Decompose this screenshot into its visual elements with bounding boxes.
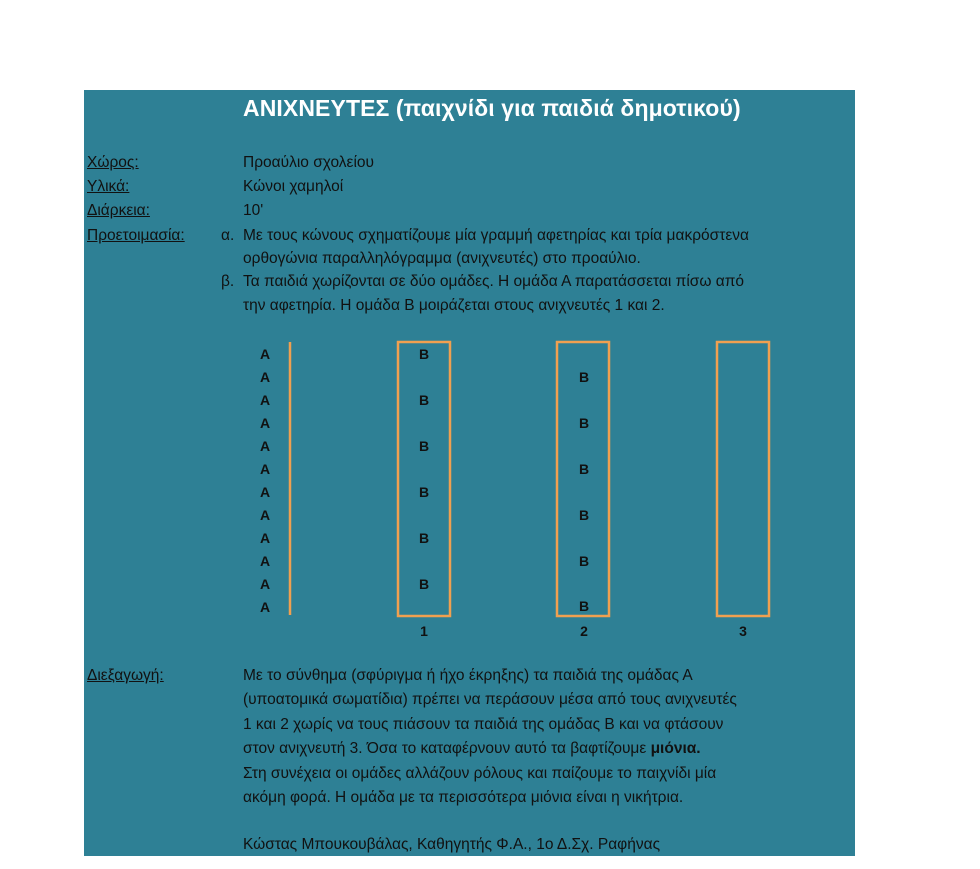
team-b-player: Β [578, 369, 590, 385]
conduct-line5: Στη συνέχεια οι ομάδες αλλάζουν ρόλους και παίζουμε το παιχνίδι μία [243, 765, 717, 782]
team-a-player: Α [259, 346, 271, 362]
team-a-player: Α [259, 369, 271, 385]
team-a-player: Α [259, 415, 271, 431]
prep-a-line1: Με τους κώνους σχηματίζουμε μία γραμμή αφετηρίας και τρία μακρόστενα [243, 227, 749, 244]
materials-label: Υλικά: [87, 178, 130, 195]
prep-b-line1: Τα παιδιά χωρίζονται σε δύο ομάδες. Η ομάδα Α παρατάσσεται πίσω από [243, 273, 745, 290]
team-b-player: Β [418, 576, 430, 592]
materials-value: Κώνοι χαμηλοί [243, 178, 344, 195]
detector-1-label: 1 [420, 623, 428, 639]
detector-3 [717, 342, 769, 616]
team-a-player: Α [259, 576, 271, 592]
team-a-player: Α [259, 484, 271, 500]
conduct-line4 [243, 740, 701, 758]
conduct-line2: (υποατομικά σωματίδια) πρέπει να περάσουν μέσα από τους ανιχνευτές [243, 691, 737, 708]
prep-a-line2: ορθογώνια παραλληλόγραμμα (ανιχνευτές) στο προαύλιο. [243, 250, 641, 267]
duration-value: 10' [243, 202, 264, 219]
team-b-player: Β [418, 530, 430, 546]
team-b-player: Β [418, 392, 430, 408]
detector-3-label: 3 [739, 623, 747, 639]
team-b-player: Β [418, 346, 430, 362]
duration-label: Διάρκεια: [87, 202, 150, 219]
conduct-line1: Με το σύνθημα (σφύριγμα ή ήχο έκρηξης) τα παιδιά της ομάδας Α [243, 667, 693, 684]
team-a-player: Α [259, 553, 271, 569]
prep-b-marker: β. [221, 273, 235, 290]
team-a-player: Α [259, 461, 271, 477]
detector-2-label: 2 [580, 623, 588, 639]
team-b-player: Β [578, 461, 590, 477]
author-credit: Κώστας Μπουκουβάλας, Καθηγητής Φ.Α., 1ο Δ.Σχ. Ραφήνας [243, 836, 661, 853]
detector-1 [398, 342, 450, 616]
conduct-label: Διεξαγωγή: [87, 667, 164, 684]
conduct-line4-text: στον ανιχνευτή 3. Όσα το καταφέρνουν αυτό τα βαφτίζουμε [243, 740, 651, 757]
team-b-player: Β [578, 598, 590, 614]
prep-b-line2: την αφετηρία. Η ομάδα Β μοιράζεται στους ανιχνευτές 1 και 2. [243, 297, 665, 314]
preparation-label: Προετοιμασία: [87, 227, 185, 244]
conduct-line3: 1 και 2 χωρίς να τους πιάσουν τα παιδιά της ομάδας Β και να φτάσουν [243, 716, 724, 733]
document-title: ΑΝΙΧΝΕΥΤΕΣ (παιχνίδι για παιδιά δημοτικού) [243, 95, 741, 121]
team-b-player: Β [578, 553, 590, 569]
team-b-player: Β [418, 438, 430, 454]
space-value: Προαύλιο σχολείου [243, 154, 375, 171]
team-b-player: Β [578, 415, 590, 431]
team-a-player: Α [259, 438, 271, 454]
muons-term: μιόνια. [650, 740, 701, 757]
prep-a-marker: α. [221, 227, 235, 244]
team-a-player: Α [259, 507, 271, 523]
team-a-player: Α [259, 392, 271, 408]
team-b-player: Β [418, 484, 430, 500]
team-a-player: Α [259, 599, 271, 615]
conduct-line6: ακόμη φορά. Η ομάδα με τα περισσότερα μιόνια είναι η νικήτρια. [243, 789, 684, 806]
team-b-player: Β [578, 507, 590, 523]
space-label: Χώρος: [87, 154, 139, 171]
team-a-player: Α [259, 530, 271, 546]
